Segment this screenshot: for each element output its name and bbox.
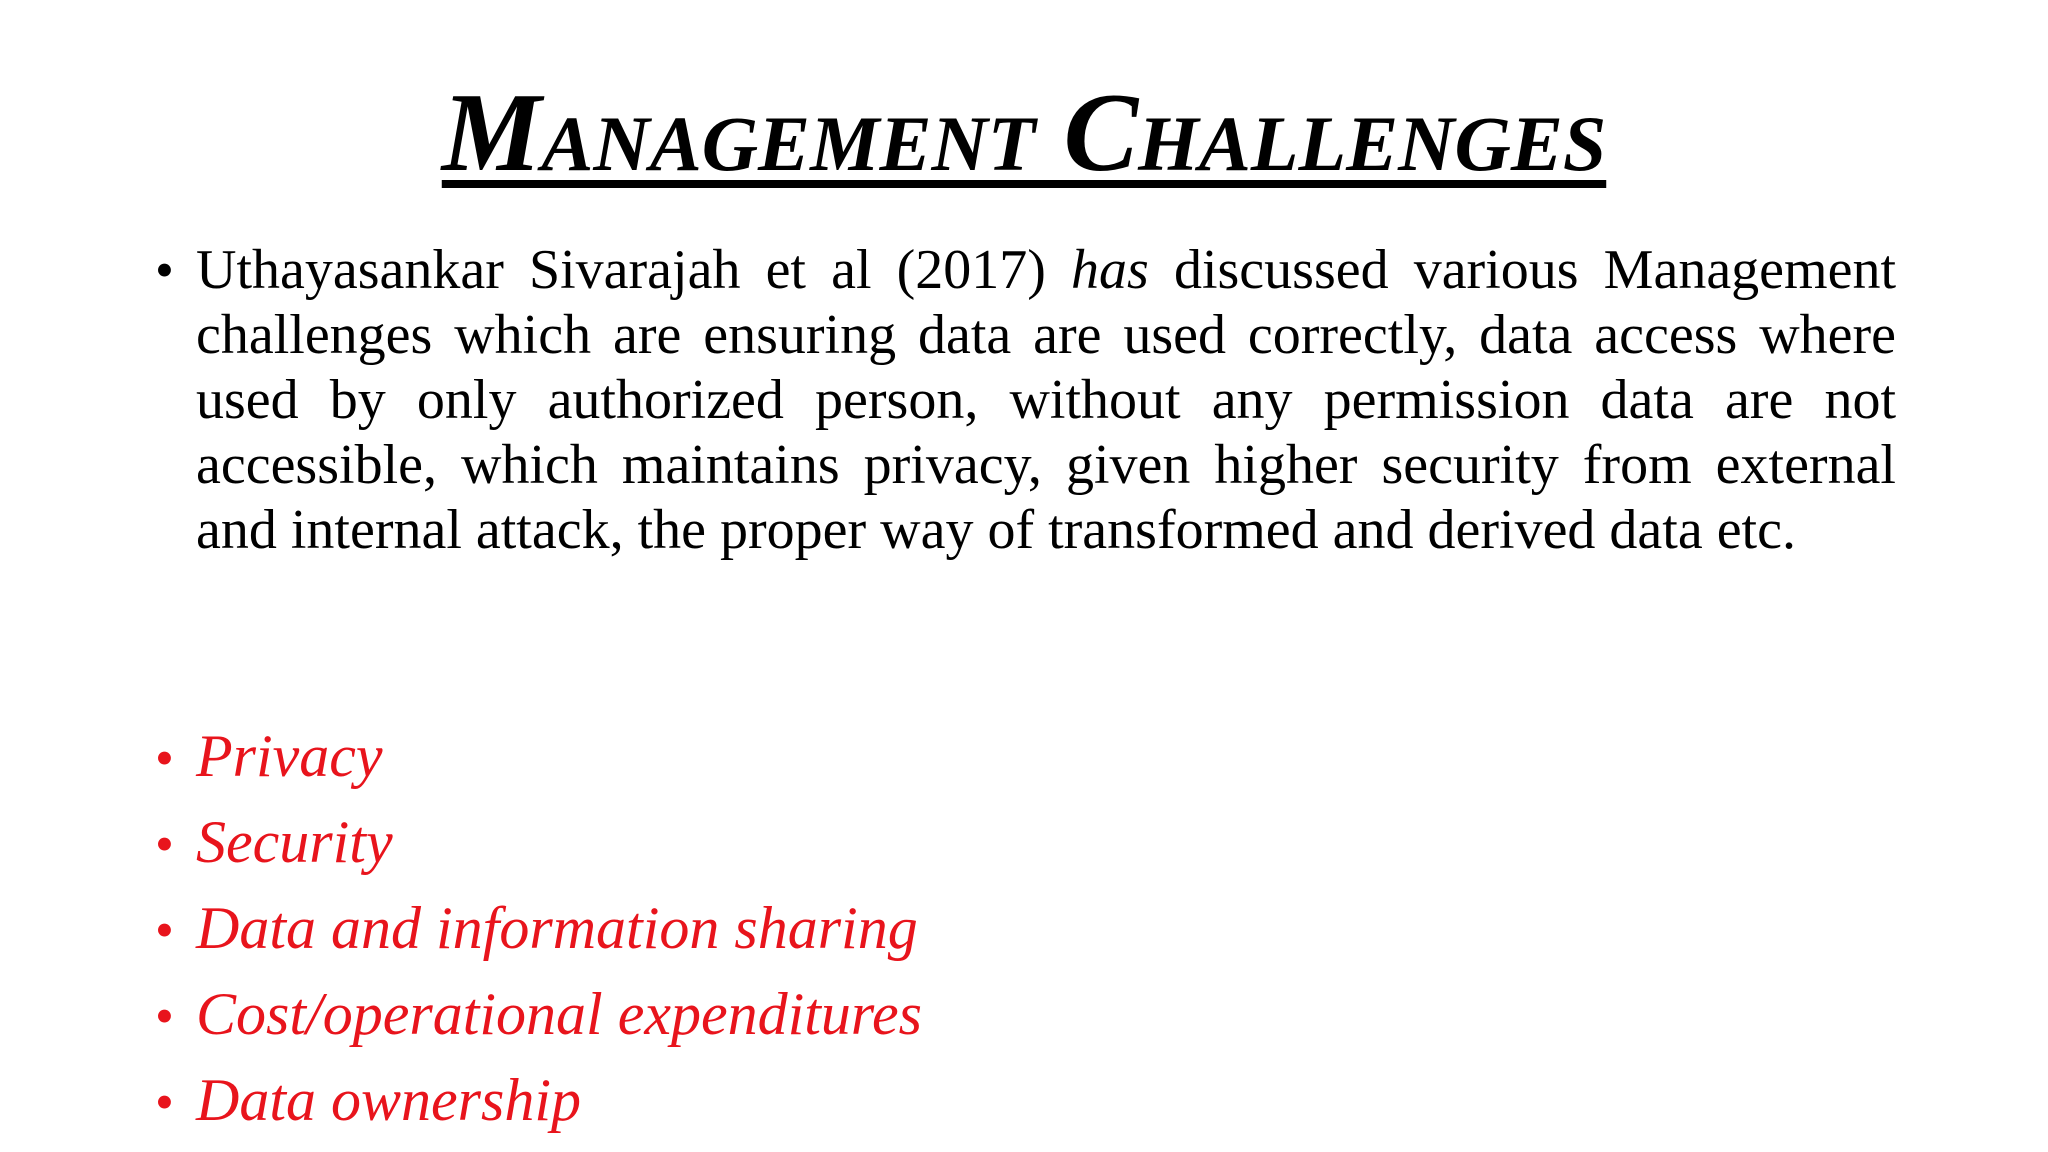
paragraph-emphasis: has	[1071, 239, 1149, 301]
list-item	[155, 809, 922, 898]
bullet-icon: •	[155, 900, 174, 960]
list-item-label: Data and information sharing	[196, 895, 918, 961]
bullet-icon: •	[155, 986, 174, 1046]
bullet-icon: •	[155, 1072, 174, 1132]
list-item-label: Data ownership	[196, 1067, 582, 1133]
bullet-icon: •	[155, 240, 174, 300]
bullet-icon: •	[155, 814, 174, 874]
slide-title: Management Challenges	[441, 71, 1607, 195]
paragraph-text-before: Uthayasankar Sivarajah et al (2017)	[196, 239, 1072, 301]
bullet-icon: •	[155, 728, 174, 788]
list-item-label: Cost/operational expenditures	[196, 981, 923, 1047]
intro-paragraph	[196, 238, 1896, 563]
list-item	[155, 895, 922, 984]
list-item	[155, 1067, 922, 1152]
list-item	[155, 723, 922, 812]
challenge-list	[155, 723, 923, 1152]
list-item-label: Security	[196, 809, 393, 875]
list-item-label: Privacy	[196, 723, 383, 789]
paragraph-text-after: discussed various Management challenges which are ensuring data are used correctly, data access where used by only authorized person, without any permission data are not accessible, which maintains privacy, given higher security from external and internal attack, the proper way of transformed and derived data etc.	[196, 239, 1896, 561]
list-item	[155, 981, 923, 1070]
